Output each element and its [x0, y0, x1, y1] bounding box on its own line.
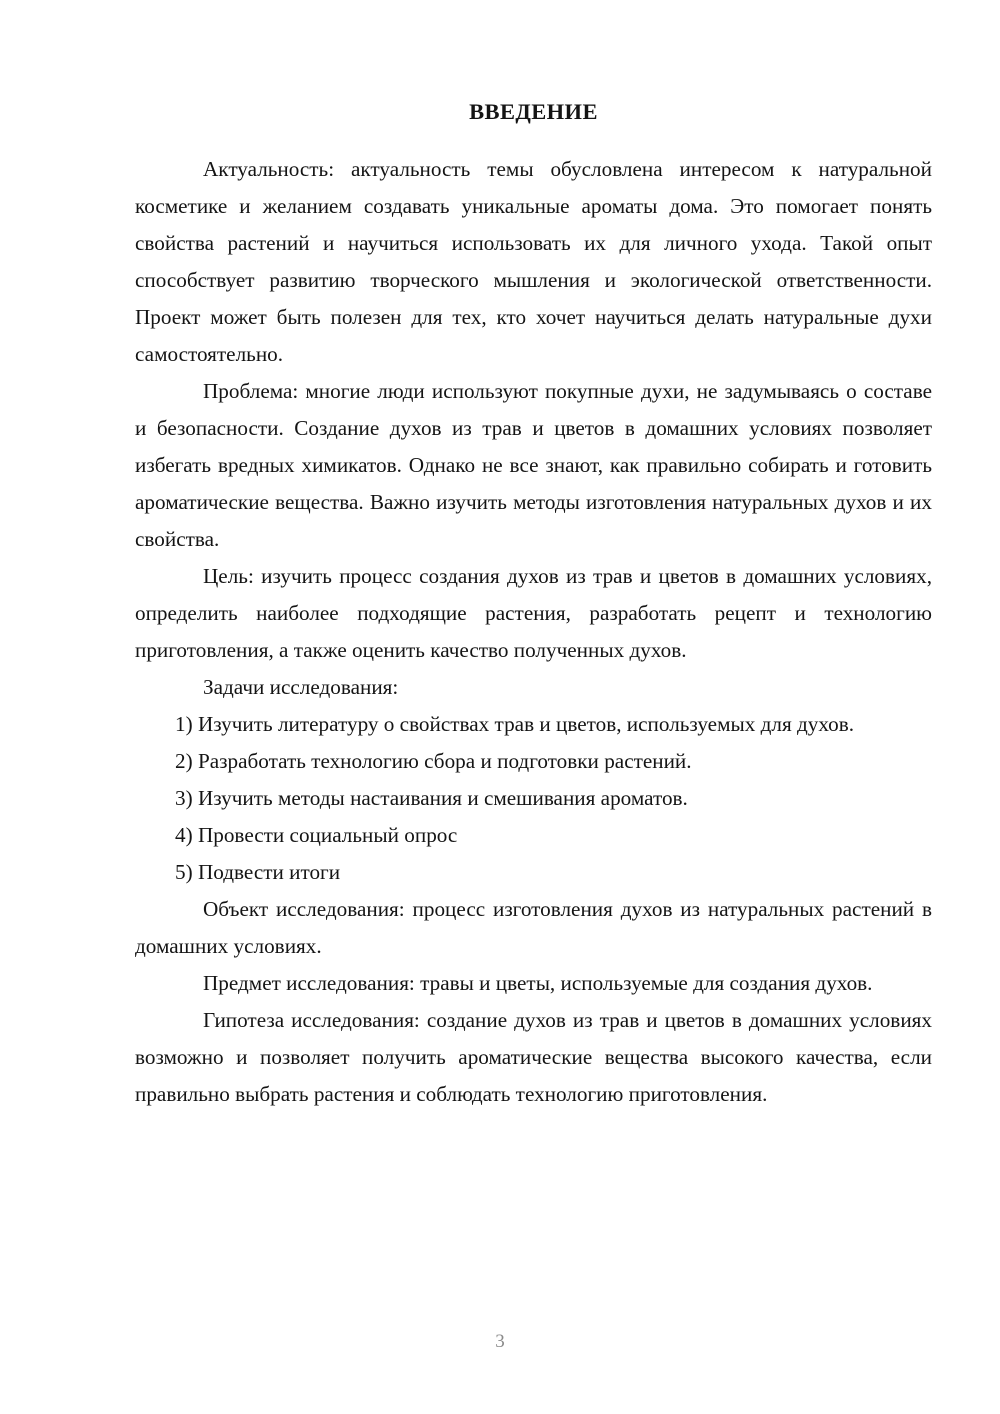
page-number: 3	[495, 1331, 505, 1352]
tasks-heading: Задачи исследования:	[203, 675, 399, 700]
list-item: 5) Подвести итоги	[175, 860, 341, 885]
page-content	[135, 0, 932, 1113]
list-item: 4) Провести социальный опрос	[175, 823, 458, 848]
list-item: 1) Изучить литературу о свойствах трав и цветов, используемых для духов.	[175, 712, 855, 737]
paragraph-object: Объект исследования: процесс изготовления духов из натуральных растений в домашних условиях.	[135, 897, 932, 959]
list-item: 2) Разработать технологию сбора и подготовки растений.	[175, 749, 692, 774]
paragraph-goal: Цель: изучить процесс создания духов из трав и цветов в домашних условиях, определить наиболее подходящие растения, разработать рецепт и технологию приготовления, а также оценить качество полученных духов.	[135, 564, 932, 663]
paragraph-relevance: Актуальность: актуальность темы обусловлена интересом к натуральной косметике и желанием создавать уникальные ароматы дома. Это помогает понять свойства растений и научиться использовать их для личного ухода. Такой опыт способствует развитию творческого мышления и экологической ответственности. Проект может быть полезен для тех, кто хочет научиться делать натуральные духи самостоятельно.	[135, 157, 932, 367]
paragraph-subject: Предмет исследования: травы и цветы, используемые для создания духов.	[203, 971, 873, 996]
paragraph-problem: Проблема: многие люди используют покупные духи, не задумываясь о составе и безопасности. Создание духов из трав и цветов в домашних условиях позволяет избегать вредных химикатов. Однако не все знают, как правильно собирать и готовить ароматические вещества. Важно изучить методы изготовления натуральных духов и их свойства.	[135, 379, 932, 552]
paragraph-hypothesis: Гипотеза исследования: создание духов из трав и цветов в домашних условиях возможно и позволяет получить ароматические вещества высокого качества, если правильно выбрать растения и соблюдать технологию приготовления.	[135, 1008, 932, 1107]
tasks-list	[135, 706, 932, 891]
list-item: 3) Изучить методы настаивания и смешивания ароматов.	[175, 786, 688, 811]
page-title: ВВЕДЕНИЕ	[469, 99, 598, 124]
